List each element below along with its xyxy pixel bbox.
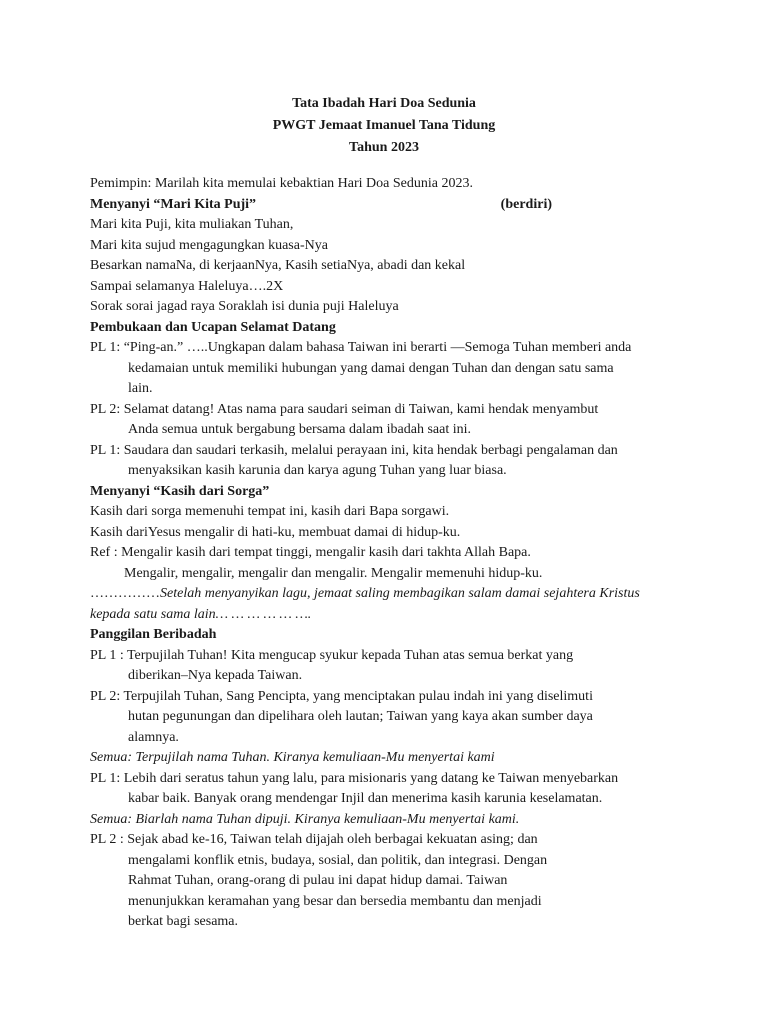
instruction-text: Setelah menyanyikan lagu, jemaat saling membagikan salam damai sejahtera Kristus (160, 586, 640, 601)
song2-line: Kasih dari sorga memenuhi tempat ini, kasih dari Bapa sorgawi. (90, 504, 450, 519)
panggilan-semua-line: Semua: Biarlah nama Tuhan dipuji. Kiranya kemuliaan-Mu menyertai kami. (90, 811, 520, 827)
pembukaan-pl1b-line: PL 1: Saudara dan saudari terkasih, melalui perayaan ini, kita hendak berbagi pengalaman dan (90, 442, 618, 458)
header-year: Tahun 2023 (349, 140, 419, 155)
instruction-dots: …………… (90, 586, 160, 601)
panggilan-pl2b-line: menunjukkan keramahan yang besar dan bersedia membantu dan menjadi (128, 893, 542, 909)
document-header (0, 93, 768, 159)
panggilan-semua-line: Semua: Terpujilah nama Tuhan. Kiranya kemuliaan-Mu menyertai kami (90, 750, 495, 765)
song2-ref-line: Ref : Mengalir kasih dari tempat tinggi, mengalir kasih dari takhta Allah Bapa. (90, 545, 531, 560)
song1-line: Sorak sorai jagad raya Soraklah isi dunia puji Haleluya (90, 299, 399, 314)
song1-line: Mari kita sujud mengagungkan kuasa-Nya (90, 237, 328, 253)
pembukaan-heading: Pembukaan dan Ucapan Selamat Datang (90, 319, 336, 335)
song2-line: Kasih dariYesus mengalir di hati-ku, membuat damai di hidup-ku. (90, 524, 461, 540)
panggilan-pl1b-line: kabar baik. Banyak orang mendengar Injil dan menerima kasih karunia keselamatan. (128, 791, 603, 806)
song1-line: Mari kita Puji, kita muliakan Tuhan, (90, 217, 294, 232)
panggilan-pl1-line: diberikan–Nya kepada Taiwan. (128, 668, 303, 683)
pembukaan-pl1b-line: menyaksikan kasih karunia dan karya agung Tuhan yang luar biasa. (128, 463, 507, 478)
panggilan-pl2b-line: PL 2 : Sejak abad ke-16, Taiwan telah dijajah oleh berbagai kekuatan asing; dan (90, 832, 538, 847)
pembukaan-pl1-line: PL 1: “Ping-an.” …..Ungkapan dalam bahasa Taiwan ini berarti —Semoga Tuhan memberi anda (90, 340, 632, 355)
panggilan-pl1b-line: PL 1: Lebih dari seratus tahun yang lalu, para misionaris yang datang ke Taiwan menyebarkan (90, 770, 619, 786)
document-body (90, 174, 690, 933)
panggilan-pl1-line: PL 1 : Terpujilah Tuhan! Kita mengucap syukur kepada Tuhan atas semua berkat yang (90, 647, 574, 663)
header-title: Tata Ibadah Hari Doa Sedunia (292, 96, 476, 111)
pembukaan-pl1-line: kedamaian untuk memiliki hubungan yang damai dengan Tuhan dan dengan satu sama (128, 360, 614, 376)
pembukaan-pl2-line: Anda semua untuk bergabung bersama dalam ibadah saat ini. (128, 422, 472, 437)
song2-instruction-cont: kepada satu sama lain… … … … … …. (90, 606, 312, 622)
panggilan-pl2b-line: berkat bagi sesama. (128, 914, 239, 929)
header-congregation: PWGT Jemaat Imanuel Tana Tidung (272, 118, 496, 133)
song1-title: Menyanyi “Mari Kita Puji” (90, 196, 257, 212)
panggilan-pl2-line: PL 2: Terpujilah Tuhan, Sang Pencipta, yang menciptakan pulau indah ini yang diselimuti (90, 688, 593, 704)
panggilan-pl2b-line: mengalami konflik etnis, budaya, sosial, dan politik, dan integrasi. Dengan (128, 852, 548, 868)
panggilan-pl2-line: hutan pegunungan dan dipelihara oleh lautan; Taiwan yang kaya akan sumber daya (128, 709, 593, 724)
pemimpin-line: Pemimpin: Marilah kita memulai kebaktian Hari Doa Sedunia 2023. (90, 176, 473, 191)
song2-heading: Menyanyi “Kasih dari Sorga” (90, 483, 270, 499)
pembukaan-pl2-line: PL 2: Selamat datang! Atas nama para saudari seiman di Taiwan, kami hendak menyambut (90, 401, 599, 417)
panggilan-pl2-line: alamnya. (128, 729, 179, 745)
song2-ref-line: Mengalir, mengalir, mengalir dan mengalir. Mengalir memenuhi hidup-ku. (124, 565, 543, 581)
song1-heading (90, 195, 552, 216)
song1-line: Besarkan namaNa, di kerjaanNya, Kasih setiaNya, abadi dan kekal (90, 258, 466, 273)
song1-line: Sampai selamanya Haleluya….2X (90, 278, 284, 294)
song1-note: (berdiri) (500, 196, 552, 212)
song2-instruction (90, 584, 690, 605)
panggilan-pl2b-line: Rahmat Tuhan, orang-orang di pulau ini dapat hidup damai. Taiwan (128, 873, 508, 888)
panggilan-heading: Panggilan Beribadah (90, 627, 217, 642)
pembukaan-pl1-line: lain. (128, 381, 153, 396)
